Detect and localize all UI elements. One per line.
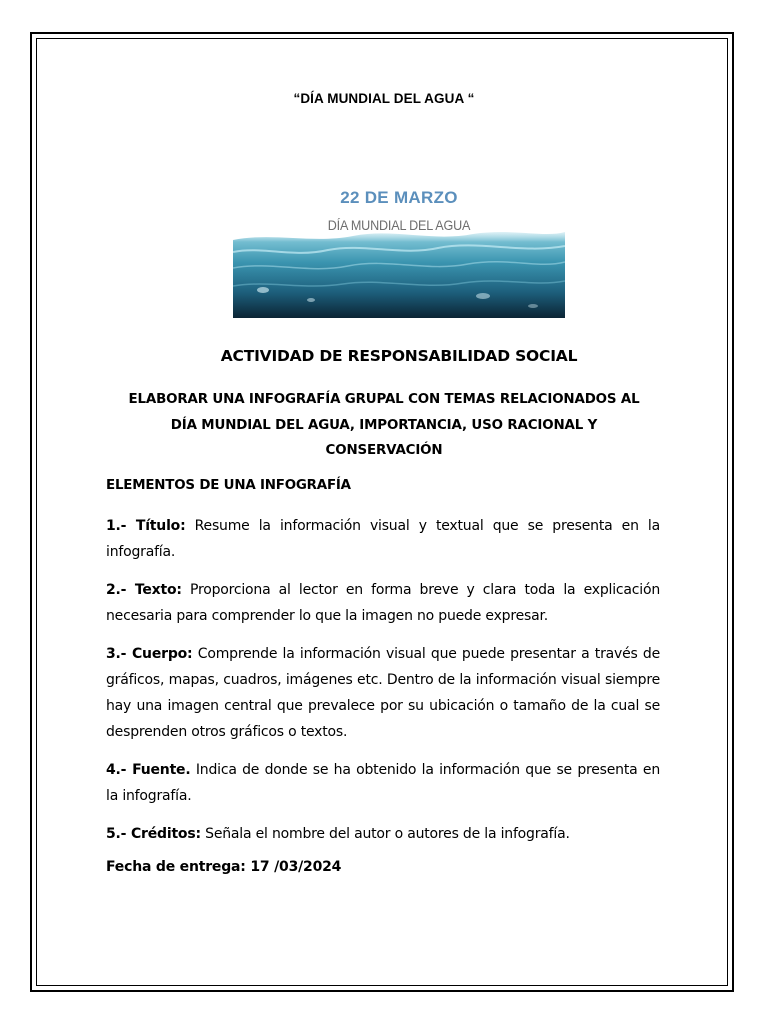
document-title: “DÍA MUNDIAL DEL AGUA “ bbox=[293, 91, 475, 106]
item-label: 4.- Fuente. bbox=[106, 762, 191, 778]
list-item bbox=[106, 513, 660, 565]
elements-heading: ELEMENTOS DE UNA INFOGRAFÍA bbox=[106, 478, 351, 493]
item-text: Indica de donde se ha obtenido la información que se presenta en la infografía. bbox=[106, 762, 660, 804]
banner-subtitle: DÍA MUNDIAL DEL AGUA bbox=[327, 217, 471, 233]
item-label: 3.- Cuerpo: bbox=[106, 646, 193, 662]
activity-description bbox=[106, 387, 662, 464]
activity-description-line: ELABORAR UNA INFOGRAFÍA GRUPAL CON TEMAS RELACIONADOS AL bbox=[128, 392, 640, 407]
activity-description-line: CONSERVACIÓN bbox=[325, 443, 443, 458]
activity-description-line: DÍA MUNDIAL DEL AGUA, IMPORTANCIA, USO RACIONAL Y bbox=[170, 417, 598, 433]
list-item bbox=[106, 641, 660, 745]
section-title: ACTIVIDAD DE RESPONSABILIDAD SOCIAL bbox=[220, 347, 578, 365]
list-item bbox=[106, 821, 660, 847]
elements-list bbox=[106, 513, 660, 859]
item-label: 5.- Créditos: bbox=[106, 826, 201, 842]
list-item bbox=[106, 757, 660, 809]
delivery-date: Fecha de entrega: 17 /03/2024 bbox=[106, 859, 342, 875]
item-label: 2.- Texto: bbox=[106, 582, 182, 598]
item-text: Resume la información visual y textual que se presenta en la infografía. bbox=[106, 518, 660, 560]
banner-date: 22 DE MARZO bbox=[340, 188, 458, 207]
item-text: Proporciona al lector en forma breve y clara toda la explicación necesaria para comprender lo que la imagen no puede expresar. bbox=[106, 582, 660, 624]
water-day-banner bbox=[233, 140, 565, 318]
item-text: Comprende la información visual que puede presentar a través de gráficos, mapas, cuadros, imágenes etc. Dentro de la información visual siempre hay una imagen central que prevalece por su ubicación o tamaño de la cual se desprenden otros gráficos o textos. bbox=[106, 646, 660, 740]
item-text: Señala el nombre del autor o autores de la infografía. bbox=[200, 826, 570, 842]
item-label: 1.- Título: bbox=[106, 518, 186, 534]
list-item bbox=[106, 577, 660, 629]
